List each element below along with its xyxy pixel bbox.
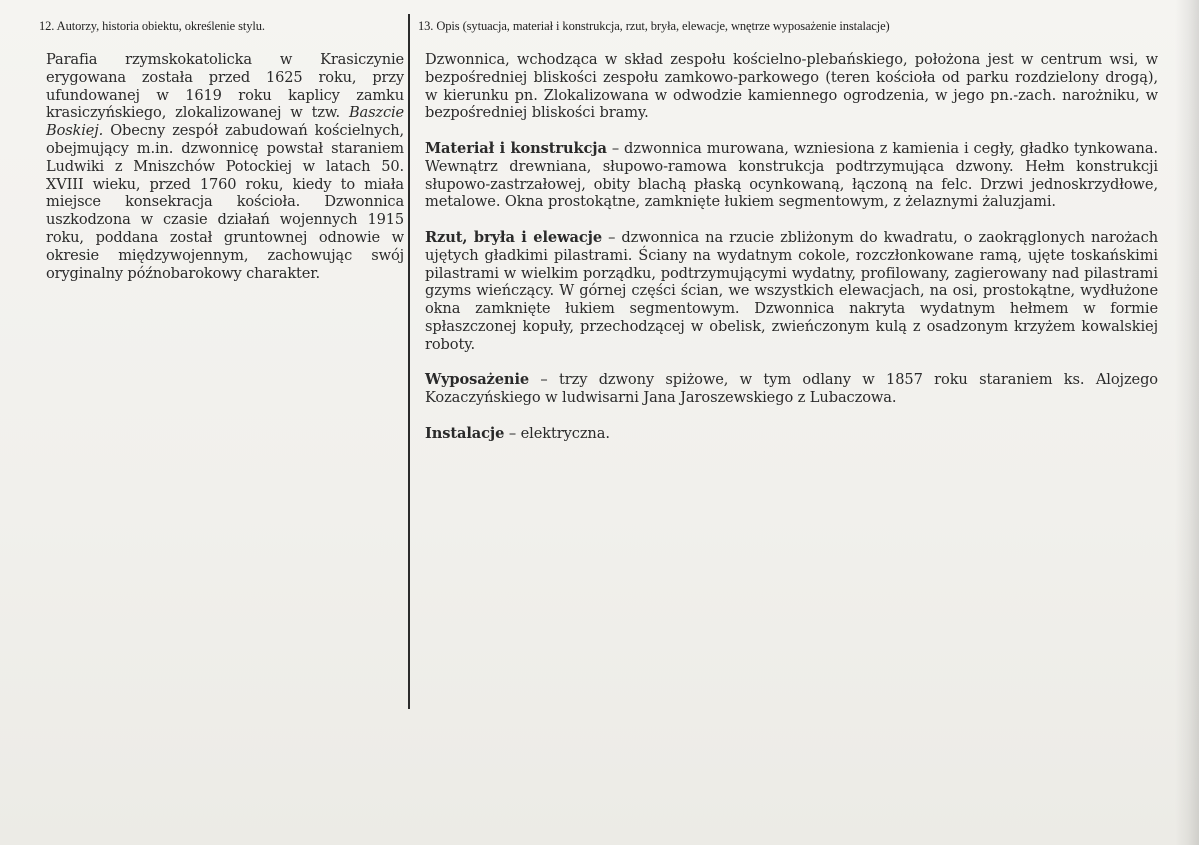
history-italic-term: Baszcie Boskiej. (46, 104, 404, 140)
plan-text: – dzwonnica na rzucie zbliżonym do kwadratu, o zaokrąglonych narożach ujętych gładkimi pilastrami. Ściany na wydatnym cokole, rozczłonkowane ramą, ujęte toskańskimi pilastrami w wielkim porządku, podtrzymującymi wydatny, profilowany, zagierowany nad pilastrami gzyms wieńczący. W górnej części ścian, we wszystkich elewacjach, na osi, prostokątne, wydłużone okna zamknięte łukiem segmentowym. Dzwonnica nakryta wydatnym hełmem w formie spłaszczonej kopuły, przechodzącej w obelisk, zwieńczonym kulą z osadzonym krzyżem kowalskiej roboty. (425, 228, 1159, 353)
equipment-paragraph (425, 371, 1158, 407)
equipment-text: – trzy dzwony spiżowe, w tym odlany w 1857 roku staraniem ks. Alojzego Kozaczyńskiego w ludwisarni Jana Jaroszewskiego z Lubaczowa. (425, 371, 1158, 407)
description-column (425, 51, 1158, 460)
material-label: Materiał i konstrukcja (425, 139, 607, 157)
installations-paragraph (425, 425, 1158, 443)
section-12-heading: 12. Autorzy, historia obiektu, określenie stylu. (39, 19, 265, 33)
plan-paragraph (425, 229, 1158, 354)
plan-label: Rzut, bryła i elewacje (425, 228, 603, 246)
history-text-end: Obecny zespół zabudowań kościelnych, obejmujący m.in. dzwonnicę powstał staraniem Ludwiki z Mniszchów Potockiej w latach 50. XVIII wieku, przed 1760 roku, kiedy to miała miejsce konsekracja kościoła. Dzwonnica uszkodzona w czasie działań wojennych 1915 roku, poddana został gruntownej odnowie w okresie międzywojennym, zachowując swój oryginalny późnobarokowy charakter. (46, 122, 404, 282)
equipment-label: Wyposażenie (425, 371, 530, 389)
history-paragraph (46, 51, 404, 282)
section-13-heading: 13. Opis (sytuacja, materiał i konstrukcja, rzut, bryła, elewacje, wnętrze wyposażenie instalacje) (418, 19, 890, 33)
material-text: – dzwonnica murowana, wzniesiona z kamienia i cegły, gładko tynkowana. Wewnątrz drewniana, słupowo-ramowa konstrukcja podtrzymująca dzwony. Hełm konstrukcji słupowo-zastrzałowej, obity blachą płaską ocynkowaną, łączoną na felc. Drzwi jednoskrzydłowe, metalowe. Okna prostokątne, zamknięte łukiem segmentowym, z żelaznymi żaluzjami. (425, 139, 1158, 211)
column-divider (408, 14, 410, 709)
installations-label: Instalacje (425, 424, 505, 442)
installations-text: – elektryczna. (504, 424, 610, 442)
situation-paragraph: Dzwonnica, wchodząca w skład zespołu kościelno-plebańskiego, położona jest w centrum wsi, w bezpośredniej bliskości zespołu zamkowo-parkowego (teren kościoła od parku rozdzielony drogą), w kierunku pn. Zlokalizowana w odwodzie kamiennego ogrodzenia, w jego pn.-zach. narożniku, w bezpośredniej bliskości bramy. (425, 51, 1158, 122)
history-text-start: Parafia rzymskokatolicka w Krasiczynie erygowana została przed 1625 roku, przy ufundowanej w 1619 roku kaplicy zamku krasiczyńskiego, zlokalizowanej w tzw. (46, 51, 404, 122)
history-column (46, 51, 404, 282)
material-paragraph (425, 140, 1158, 211)
